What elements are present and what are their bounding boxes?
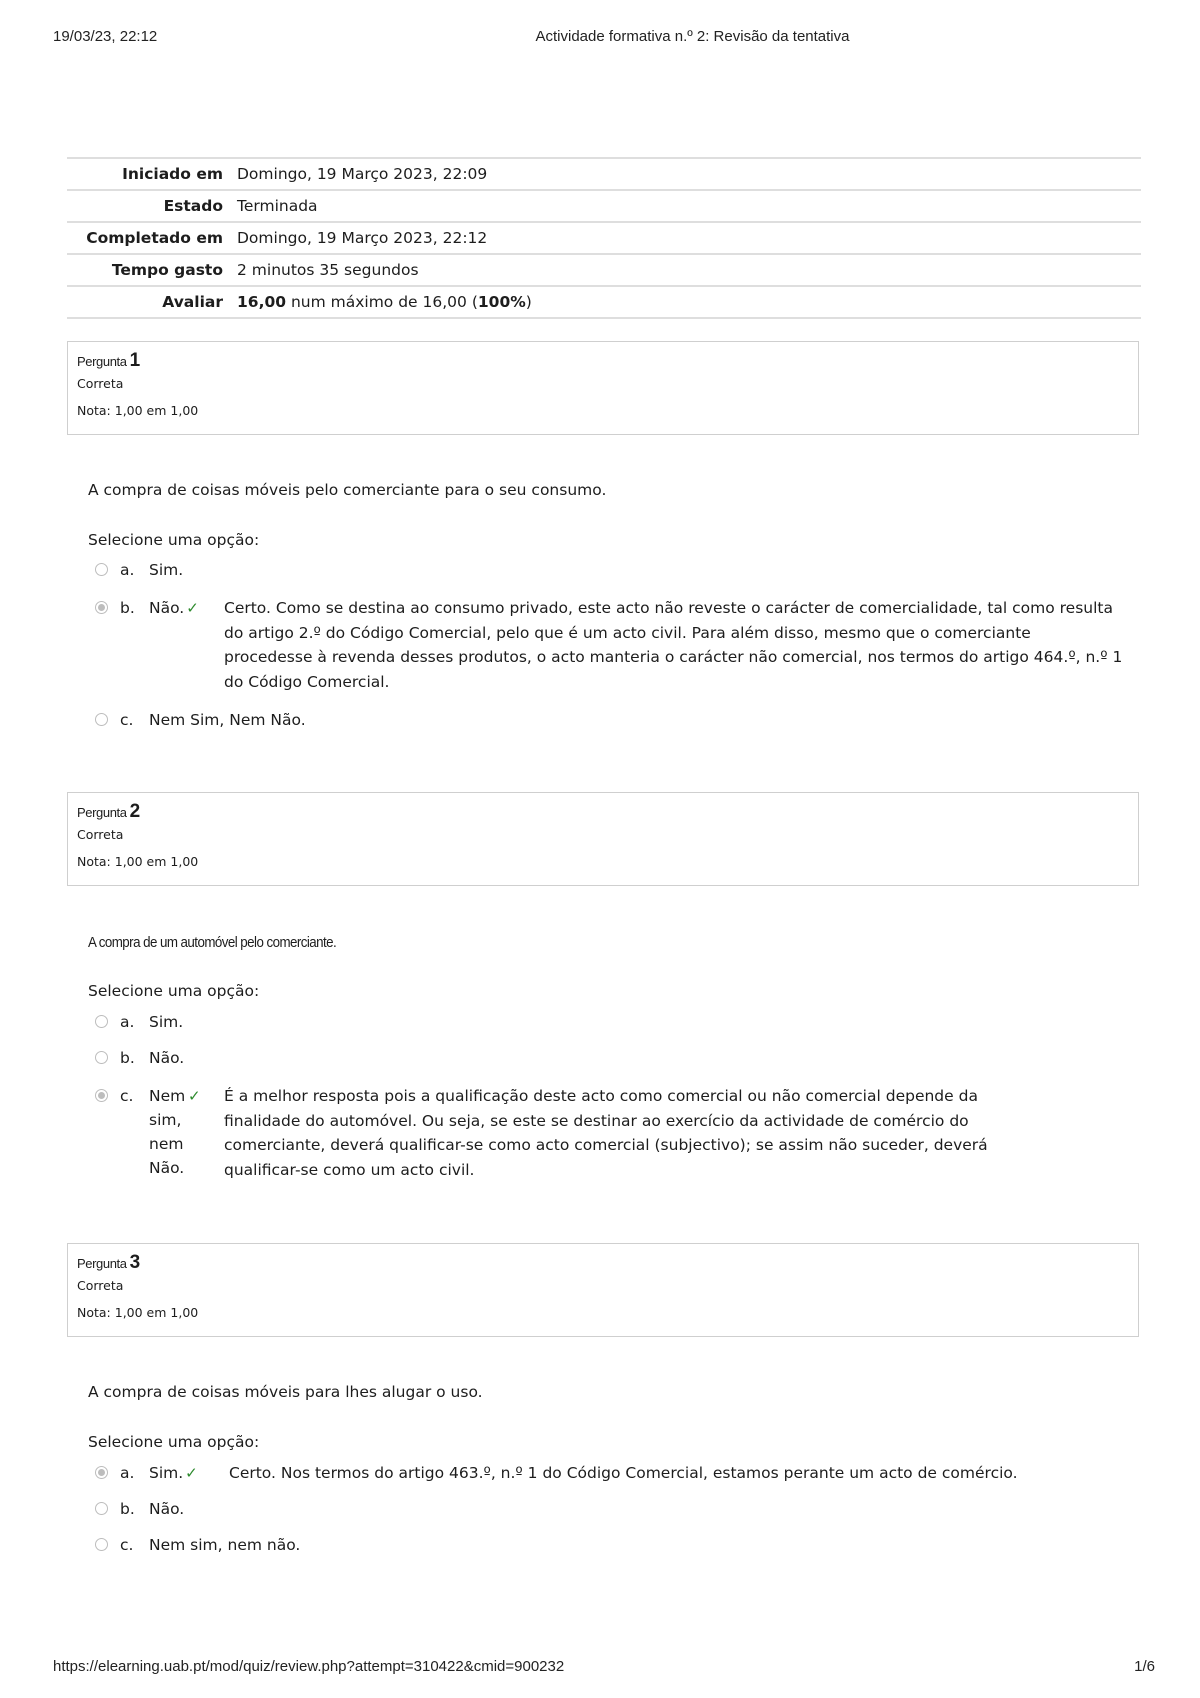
option-letter: b. xyxy=(120,1049,135,1067)
option-letter: c. xyxy=(120,1536,134,1554)
summary-label: Estado xyxy=(67,190,237,222)
option-label: Não. xyxy=(149,1049,185,1067)
option-letter: a. xyxy=(120,561,135,579)
question-number-value: 1 xyxy=(129,350,140,371)
option-c[interactable] xyxy=(95,708,1145,732)
attempt-summary-table xyxy=(67,157,1141,319)
radio-icon[interactable] xyxy=(95,1015,108,1028)
option-letter: a. xyxy=(120,1464,135,1482)
question-grade: Nota: 1,00 em 1,00 xyxy=(77,403,199,418)
question-text: A compra de um automóvel pelo comerciante. xyxy=(88,935,337,951)
radio-icon[interactable] xyxy=(95,1466,108,1479)
summary-value: Domingo, 19 Março 2023, 22:09 xyxy=(237,158,1141,190)
radio-icon[interactable] xyxy=(95,1502,108,1515)
option-b[interactable] xyxy=(95,1497,1145,1521)
summary-row xyxy=(67,222,1141,254)
summary-value: Domingo, 19 Março 2023, 22:12 xyxy=(237,222,1141,254)
check-icon: ✓ xyxy=(186,599,199,617)
question-grade: Nota: 1,00 em 1,00 xyxy=(77,1305,199,1320)
option-label: Nem Sim, Nem Não. xyxy=(149,711,306,729)
option-label: Nem sim, nem Não. xyxy=(149,1087,186,1177)
select-prompt: Selecione uma opção: xyxy=(88,531,260,549)
option-letter: b. xyxy=(120,1500,135,1518)
question-grade: Nota: 1,00 em 1,00 xyxy=(77,854,199,869)
select-prompt: Selecione uma opção: xyxy=(88,1433,260,1451)
print-title: Actividade formativa n.º 2: Revisão da tentativa xyxy=(535,28,850,45)
question-info-3 xyxy=(67,1243,1139,1337)
question-label: Pergunta xyxy=(77,805,127,820)
radio-icon[interactable] xyxy=(95,563,108,576)
option-label: Não. xyxy=(149,1500,185,1518)
question-number xyxy=(77,350,1129,372)
radio-icon[interactable] xyxy=(95,713,108,726)
print-datetime: 19/03/23, 22:12 xyxy=(53,28,158,45)
option-feedback: Certo. Nos termos do artigo 463.º, n.º 1 do Código Comercial, estamos perante um acto de comércio. xyxy=(229,1464,1018,1482)
question-state: Correta xyxy=(77,1278,124,1293)
grade-max: num máximo de 16,00 ( xyxy=(286,293,478,311)
question-label: Pergunta xyxy=(77,354,127,369)
option-b[interactable] xyxy=(95,1046,1145,1070)
option-letter: a. xyxy=(120,1013,135,1031)
option-c[interactable] xyxy=(95,1084,1145,1184)
print-footer xyxy=(0,1658,1200,1678)
print-header xyxy=(0,28,1200,48)
radio-icon[interactable] xyxy=(95,1538,108,1551)
check-icon: ✓ xyxy=(185,1464,198,1482)
option-a[interactable] xyxy=(95,558,1145,582)
option-a[interactable] xyxy=(95,1010,1145,1034)
print-url: https://elearning.uab.pt/mod/quiz/review.php?attempt=310422&cmid=900232 xyxy=(53,1658,565,1675)
question-text: A compra de coisas móveis pelo comerciante para o seu consumo. xyxy=(88,481,607,499)
question-label: Pergunta xyxy=(77,1256,127,1271)
option-label: Sim. xyxy=(149,1013,184,1031)
page-number: 1/6 xyxy=(1134,1658,1155,1675)
option-label: Nem sim, nem não. xyxy=(149,1536,301,1554)
summary-grade-value xyxy=(237,286,1141,318)
summary-row xyxy=(67,190,1141,222)
question-info-1 xyxy=(67,341,1139,435)
summary-row xyxy=(67,158,1141,190)
question-number xyxy=(77,1252,1129,1274)
question-number xyxy=(77,801,1129,823)
question-state: Correta xyxy=(77,827,124,842)
option-b[interactable] xyxy=(95,596,1145,696)
summary-label: Completado em xyxy=(67,222,237,254)
option-label xyxy=(149,1461,198,1485)
radio-icon[interactable] xyxy=(95,601,108,614)
option-text: Sim. xyxy=(149,1464,184,1482)
summary-row xyxy=(67,254,1141,286)
grade-end: ) xyxy=(525,293,532,311)
question-state: Correta xyxy=(77,376,124,391)
summary-label: Tempo gasto xyxy=(67,254,237,286)
summary-label: Avaliar xyxy=(67,286,237,318)
option-letter: c. xyxy=(120,1087,134,1105)
option-a[interactable] xyxy=(95,1461,1145,1485)
question-info-2 xyxy=(67,792,1139,886)
grade-percent: 100% xyxy=(477,293,526,311)
option-feedback: Certo. Como se destina ao consumo privado, este acto não reveste o carácter de comercialidade, tal como resulta do artigo 2.º do Código Comercial, pelo que é um acto civil. Para além disso, mesmo que o comerciante procedesse à revenda desses produtos, o acto manteria o carácter não comercial, nos termos do artigo 464.º, n.º 1 do Código Comercial. xyxy=(224,599,1123,691)
question-number-value: 2 xyxy=(129,801,140,822)
option-label: Sim. xyxy=(149,561,184,579)
option-label xyxy=(149,596,199,620)
check-icon: ✓ xyxy=(188,1087,201,1105)
summary-value: Terminada xyxy=(237,190,1141,222)
grade-score: 16,00 xyxy=(237,293,287,311)
question-number-value: 3 xyxy=(129,1252,140,1273)
option-feedback: É a melhor resposta pois a qualificação deste acto como comercial ou não comercial depende da finalidade do automóvel. Ou seja, se este se destinar ao exercício da actividade de comércio do comerciante, deverá qualificar-se como acto comercial (subjectivo); se assim não suceder, deverá qualificar-se como um acto civil. xyxy=(224,1087,988,1179)
option-text: Não. xyxy=(149,599,185,617)
option-letter: b. xyxy=(120,599,135,617)
option-letter: c. xyxy=(120,711,134,729)
question-text: A compra de coisas móveis para lhes alugar o uso. xyxy=(88,1383,483,1401)
radio-icon[interactable] xyxy=(95,1051,108,1064)
summary-row-grade xyxy=(67,286,1141,318)
summary-label: Iniciado em xyxy=(67,158,237,190)
option-c[interactable] xyxy=(95,1533,1145,1557)
summary-value: 2 minutos 35 segundos xyxy=(237,254,1141,286)
radio-icon[interactable] xyxy=(95,1089,108,1102)
select-prompt: Selecione uma opção: xyxy=(88,982,260,1000)
